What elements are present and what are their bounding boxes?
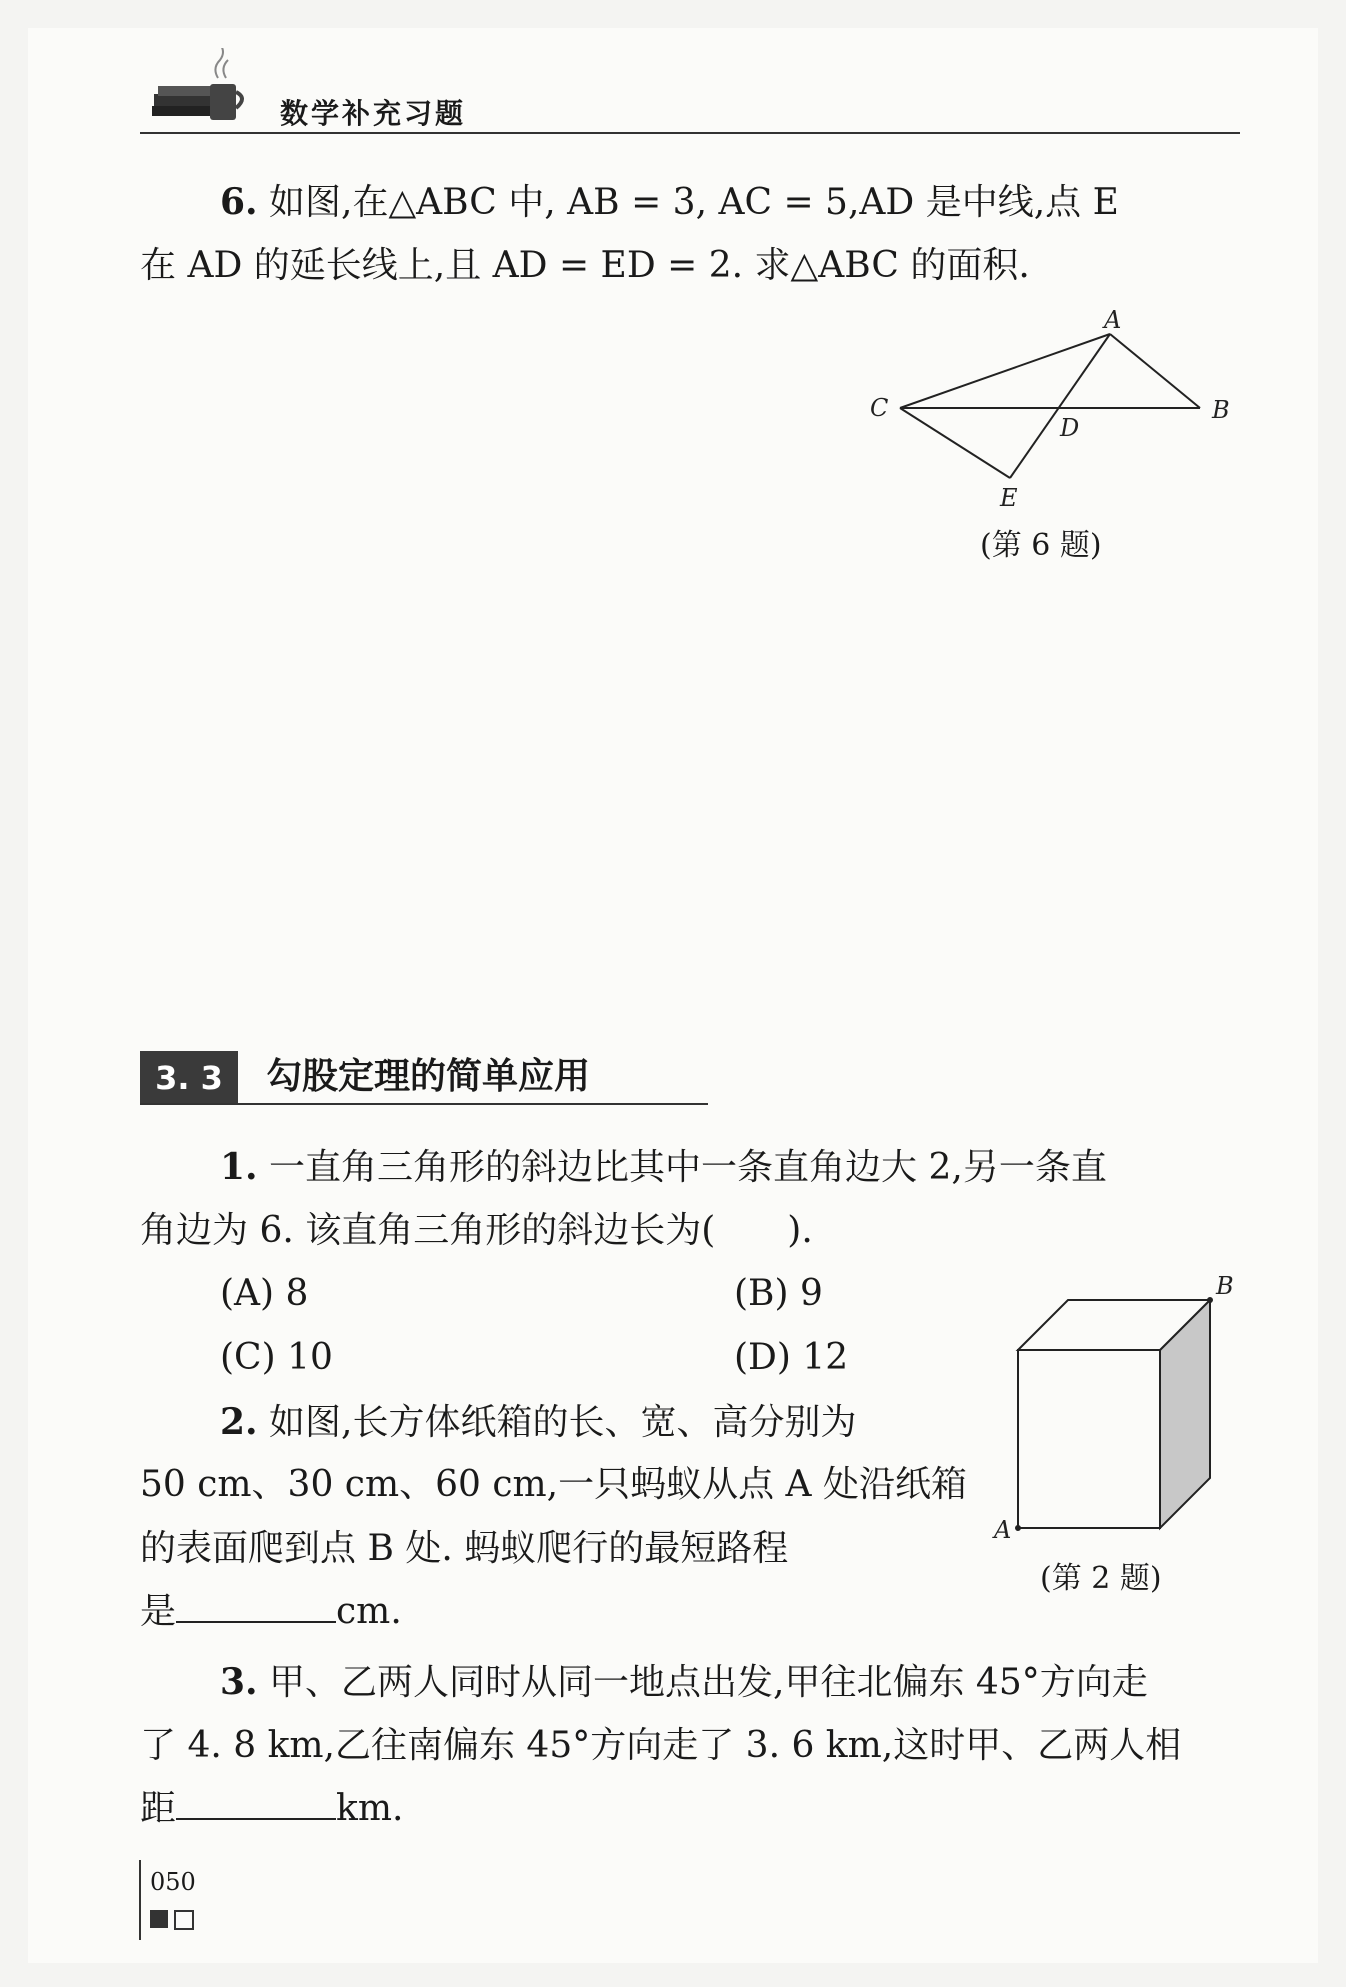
q1-text-line1: 一直角三角形的斜边比其中一条直角边大 2,另一条直: [269, 1147, 1107, 1188]
q3-text-line2: 了 4. 8 km,乙往南偏东 45°方向走了 3. 6 km,这时甲、乙两人相: [140, 1725, 1182, 1766]
section-rule: [140, 1103, 708, 1105]
q3-line3-post: km.: [336, 1788, 404, 1829]
q1-option-d: (D) 12: [734, 1337, 849, 1378]
q1-option-c: (C) 10: [220, 1337, 333, 1378]
q2-text-line1: 如图,长方体纸箱的长、宽、高分别为: [269, 1402, 857, 1443]
page-number: 050: [150, 1868, 196, 1896]
q6-number: 6.: [220, 181, 258, 223]
q6-figure: [860, 300, 1260, 510]
filled-square-icon: [150, 1910, 168, 1928]
header-rule: [140, 132, 1240, 134]
label-a: A: [1104, 306, 1122, 334]
label-box-b: B: [1216, 1272, 1234, 1300]
q2-number: 2.: [220, 1401, 258, 1443]
segment-ae: [1010, 334, 1110, 478]
segment-ab: [1110, 334, 1200, 408]
q3-line1: [220, 1650, 1148, 1715]
q6-caption: (第 6 题): [980, 528, 1102, 563]
label-e: E: [1000, 484, 1018, 510]
q6-line1: [220, 170, 1119, 235]
q2-answer-blank[interactable]: [176, 1581, 336, 1623]
q3-text-line1: 甲、乙两人同时从同一地点出发,甲往北偏东 45°方向走: [269, 1662, 1148, 1703]
q2-line4-post: cm.: [336, 1591, 402, 1632]
label-d: D: [1060, 414, 1080, 442]
header-title: 数学补充习题: [280, 97, 467, 130]
footer-bar: [139, 1860, 141, 1940]
q3-line3: [140, 1777, 403, 1841]
q6-text-line1: 如图,在△ABC 中, AB = 3, AC = 5,AD 是中线,点 E: [269, 182, 1119, 223]
label-box-a: A: [994, 1516, 1012, 1540]
label-b: B: [1212, 396, 1230, 424]
q2-caption: (第 2 题): [1040, 1561, 1162, 1596]
triangle-figure: [860, 300, 1260, 510]
q1-text-line2: 角边为 6. 该直角三角形的斜边长为( ).: [140, 1210, 813, 1251]
empty-square-icon: [174, 1910, 194, 1930]
q1-line1: [220, 1135, 1107, 1200]
q3-number: 3.: [220, 1661, 258, 1703]
header-logo: [150, 48, 250, 128]
q2-line4-pre: 是: [140, 1591, 177, 1632]
section-title: 勾股定理的简单应用: [266, 1056, 591, 1097]
segment-ca: [900, 334, 1110, 408]
segment-ce: [900, 408, 1010, 478]
q2-line1: [220, 1390, 857, 1455]
q3-line3-pre: 距: [140, 1788, 177, 1829]
q1-number: 1.: [220, 1146, 258, 1188]
point-a: [1015, 1525, 1021, 1531]
section-number: 3. 3: [140, 1051, 238, 1105]
q2-text-line3: 的表面爬到点 B 处. 蚂蚁爬行的最短路程: [140, 1528, 789, 1569]
q6-text-line2: 在 AD 的延长线上,且 AD = ED = 2. 求△ABC 的面积.: [140, 245, 1030, 286]
label-c: C: [870, 394, 889, 422]
books-and-cup-icon: [150, 48, 250, 128]
point-b: [1207, 1297, 1213, 1303]
q2-text-line2: 50 cm、30 cm、60 cm,一只蚂蚁从点 A 处沿纸箱: [140, 1464, 967, 1505]
box-figure: [990, 1270, 1250, 1540]
box-front-face: [1018, 1350, 1160, 1528]
q3-answer-blank[interactable]: [176, 1778, 336, 1820]
q2-figure: [990, 1270, 1250, 1540]
q2-line4: [140, 1580, 402, 1644]
q1-option-a: (A) 8: [220, 1273, 309, 1314]
q1-option-b: (B) 9: [734, 1273, 823, 1314]
